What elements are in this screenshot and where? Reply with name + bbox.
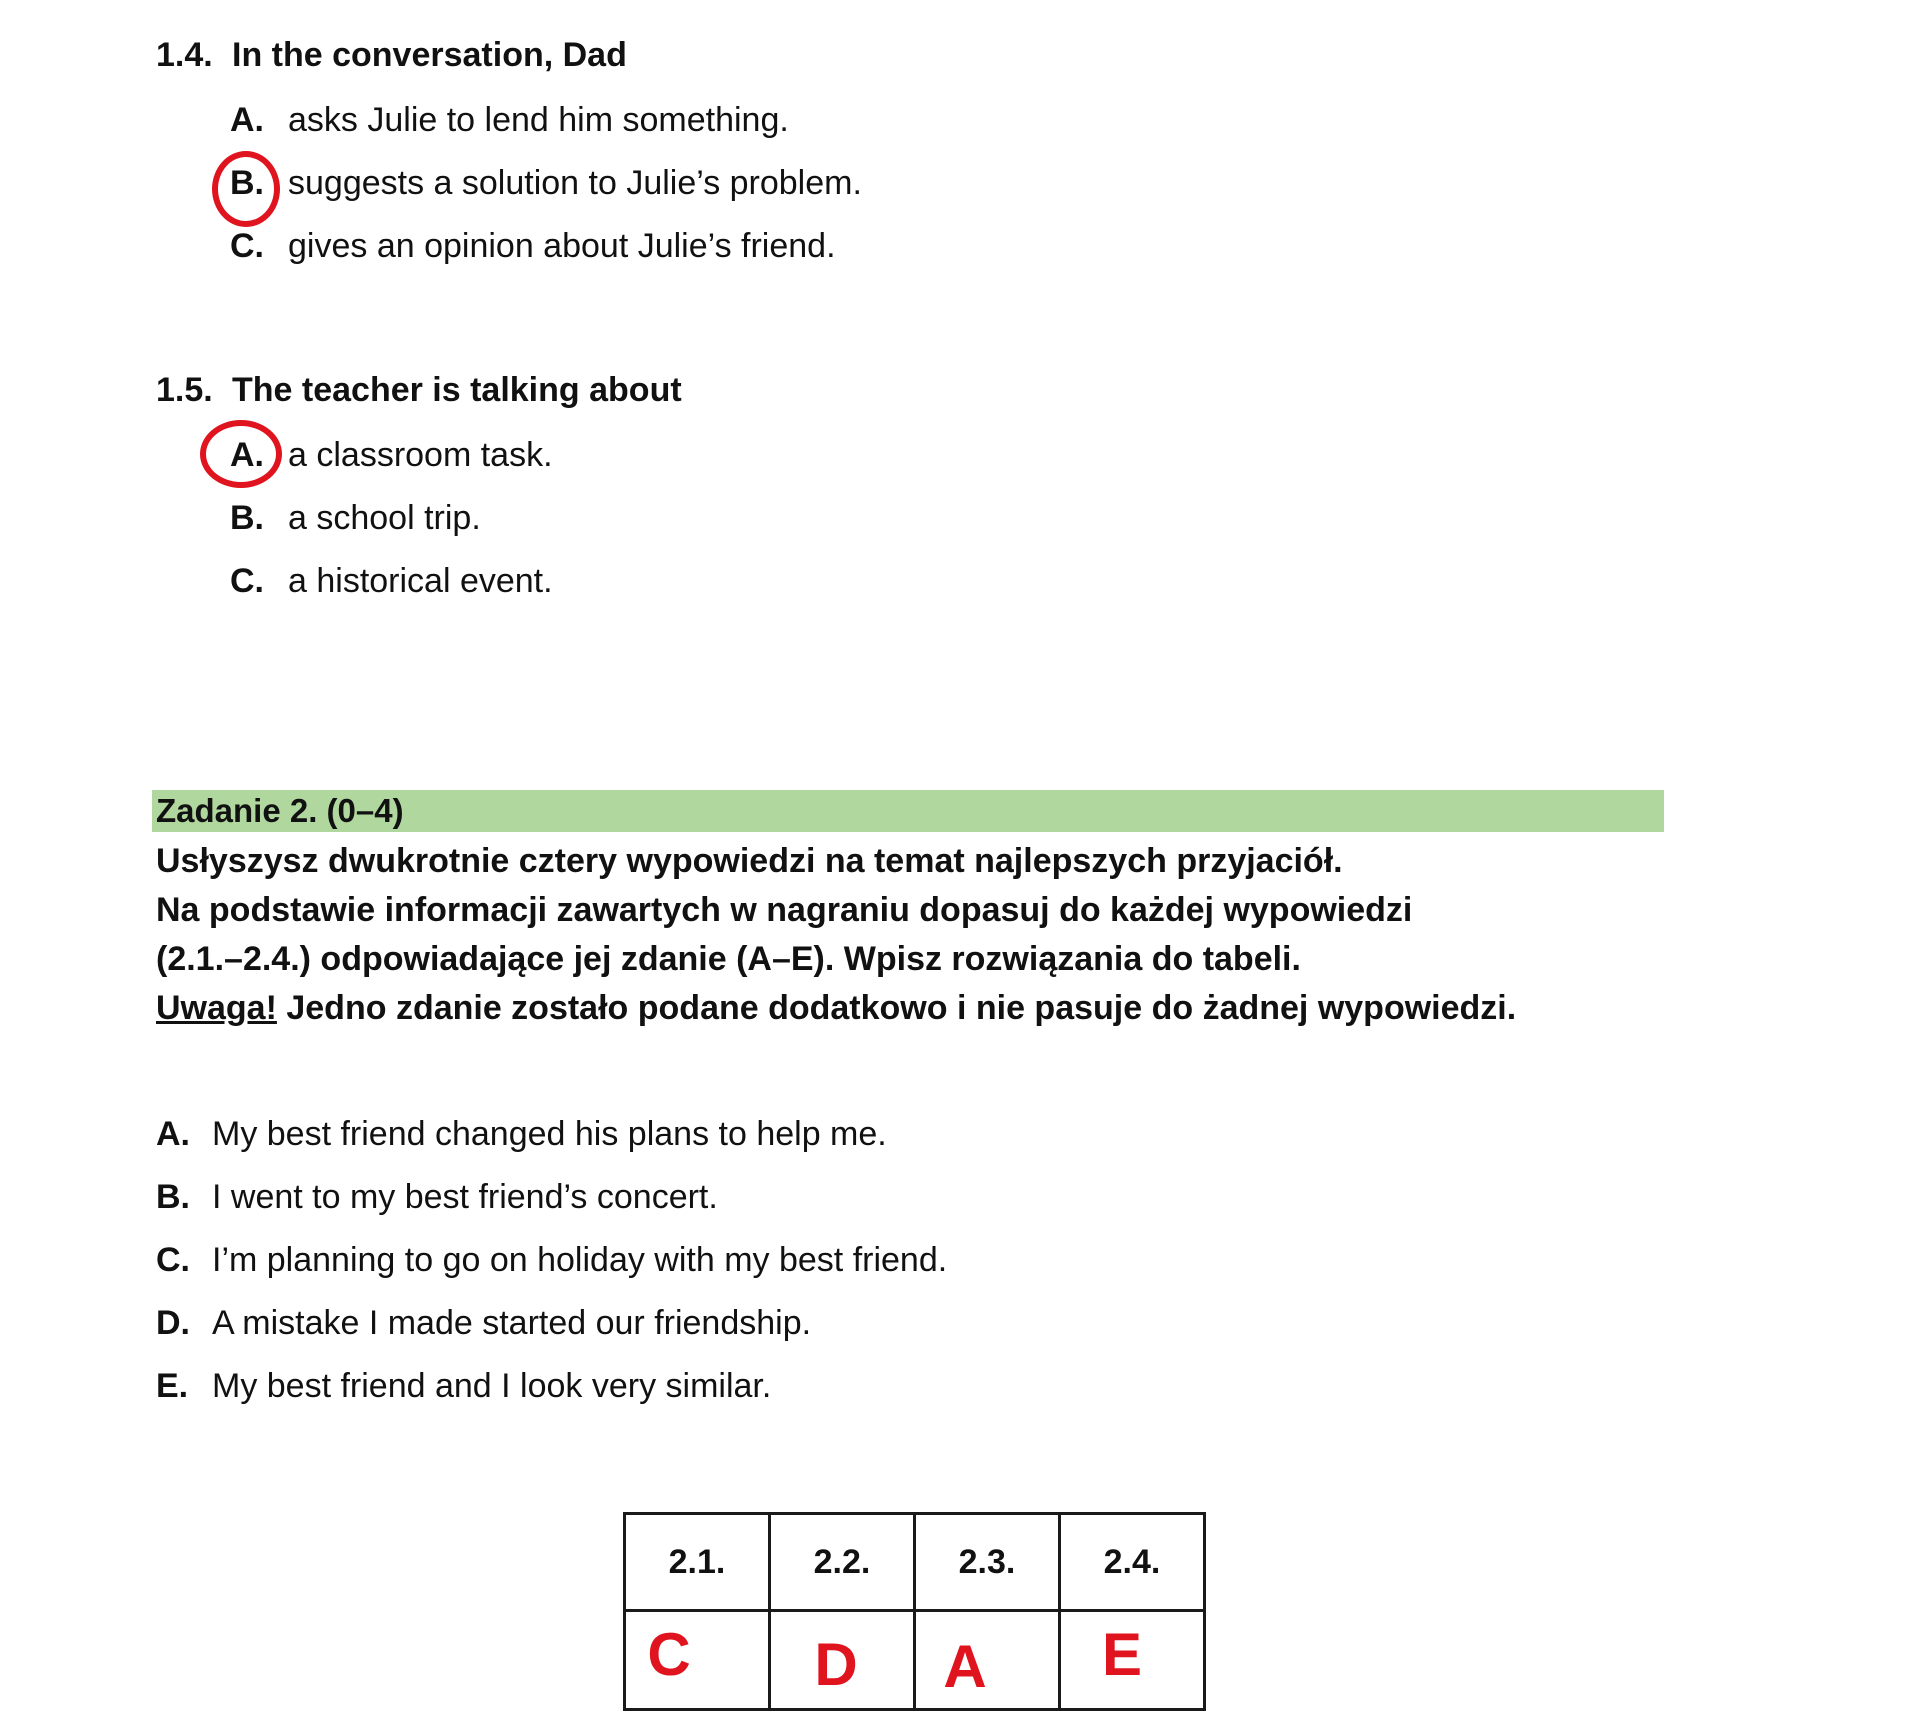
sentence-letter: C.	[156, 1241, 190, 1279]
q14-option-c[interactable]	[230, 224, 836, 268]
note-label: Uwaga!	[156, 989, 277, 1027]
sentence-text: My best friend and I look very similar.	[212, 1367, 772, 1405]
answer-header-cell: 2.3.	[915, 1514, 1060, 1611]
sentence-a	[156, 1110, 887, 1158]
answer-header-cell: 2.4.	[1060, 1514, 1205, 1611]
answer-cell[interactable]	[770, 1611, 915, 1710]
option-text: a historical event.	[288, 562, 553, 600]
option-text: a school trip.	[288, 499, 481, 537]
question-number: 1.4.	[156, 36, 213, 74]
option-text: suggests a solution to Julie’s problem.	[288, 164, 862, 202]
option-text: a classroom task.	[288, 436, 553, 474]
answer-table	[623, 1512, 1206, 1711]
q15-option-c[interactable]	[230, 559, 553, 603]
sentence-text: I went to my best friend’s concert.	[212, 1178, 718, 1216]
sentence-letter: B.	[156, 1178, 190, 1216]
sentence-letter: E.	[156, 1367, 189, 1405]
sentence-text: My best friend changed his plans to help me.	[212, 1115, 887, 1153]
option-letter: B.	[230, 499, 264, 537]
option-letter: A.	[230, 436, 264, 474]
option-letter: A.	[230, 101, 264, 139]
instruction-note	[156, 984, 1516, 1032]
answer-table-header-row	[625, 1514, 1205, 1611]
question-prompt: In the conversation, Dad	[232, 36, 627, 74]
option-text: asks Julie to lend him something.	[288, 101, 789, 139]
question-1-5-title	[156, 371, 682, 410]
answer-cell[interactable]	[625, 1611, 770, 1710]
answer-cell[interactable]	[915, 1611, 1060, 1710]
q14-option-a[interactable]	[230, 98, 789, 142]
answer-table-answer-row	[625, 1611, 1205, 1710]
sentence-b	[156, 1173, 718, 1221]
handwritten-answer: E	[1101, 1620, 1143, 1688]
handwritten-answer: D	[814, 1630, 858, 1698]
answer-header-cell: 2.1.	[625, 1514, 770, 1611]
handwritten-answer: C	[647, 1620, 691, 1688]
sentence-c	[156, 1236, 947, 1284]
instruction-line-1: Usłyszysz dwukrotnie cztery wypowiedzi na temat najlepszych przyjaciół.	[156, 842, 1343, 880]
q15-option-a[interactable]	[230, 433, 553, 477]
sentence-letter: D.	[156, 1304, 190, 1342]
note-text: Jedno zdanie zostało podane dodatkowo i nie pasuje do żadnej wypowiedzi.	[276, 989, 1517, 1027]
sentence-text: I’m planning to go on holiday with my best friend.	[212, 1241, 948, 1279]
task-2-heading-bar	[152, 790, 1664, 832]
sentence-e	[156, 1362, 771, 1410]
option-letter: B.	[230, 164, 264, 202]
question-number: 1.5.	[156, 371, 213, 409]
instruction-line-2: Na podstawie informacji zawartych w nagraniu dopasuj do każdej wypowiedzi	[156, 891, 1413, 929]
task-2-heading: Zadanie 2. (0–4)	[156, 792, 404, 829]
option-letter: C.	[230, 227, 264, 265]
option-letter: C.	[230, 562, 264, 600]
q15-option-b[interactable]	[230, 496, 481, 540]
sentence-letter: A.	[156, 1115, 190, 1153]
question-1-4-title	[156, 36, 627, 75]
instruction-line-3: (2.1.–2.4.) odpowiadające jej zdanie (A–E). Wpisz rozwiązania do tabeli.	[156, 940, 1301, 978]
answer-cell[interactable]	[1060, 1611, 1205, 1710]
handwritten-answer: A	[943, 1632, 987, 1700]
option-text: gives an opinion about Julie’s friend.	[288, 227, 836, 265]
sentence-text: A mistake I made started our friendship.	[212, 1304, 812, 1342]
q14-option-b[interactable]	[230, 161, 862, 205]
question-prompt: The teacher is talking about	[232, 371, 682, 409]
sentence-d	[156, 1299, 811, 1347]
answer-header-cell: 2.2.	[770, 1514, 915, 1611]
